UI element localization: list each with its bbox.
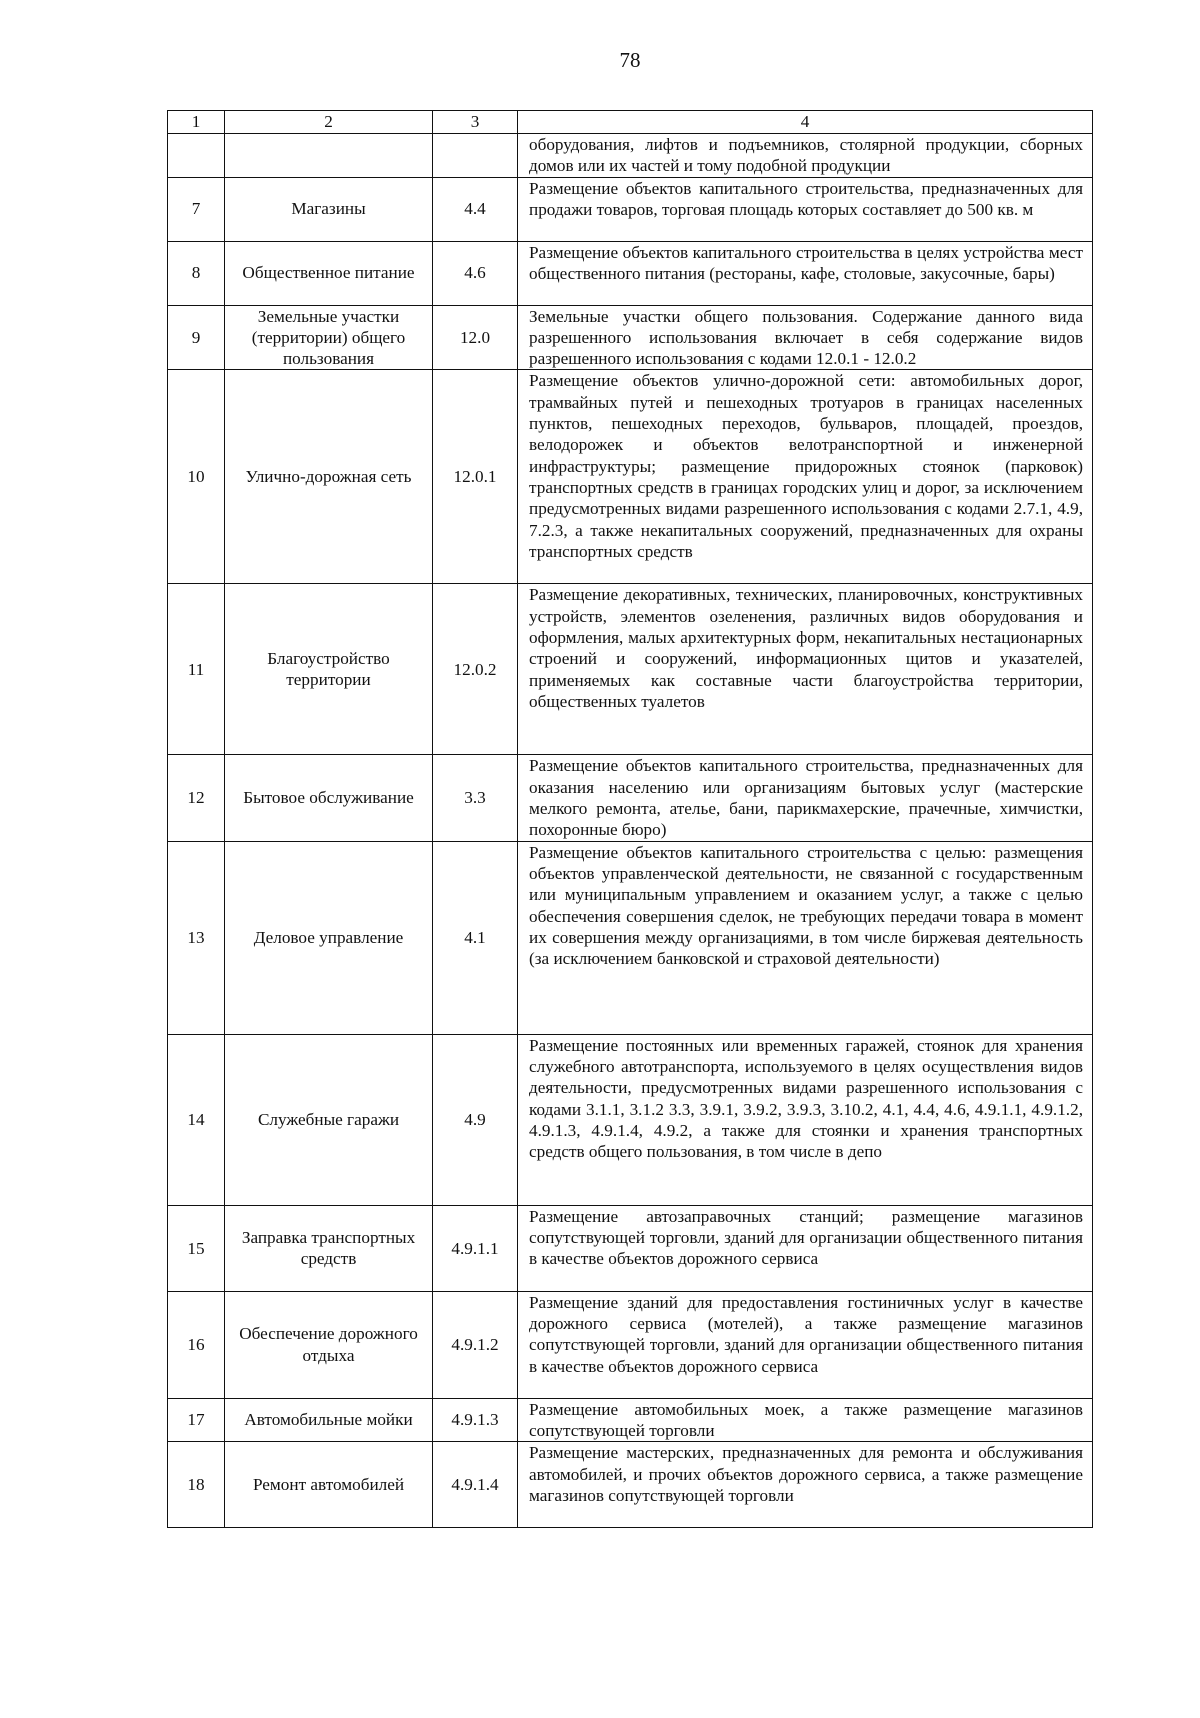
row-code: 4.9: [433, 1034, 518, 1205]
continuation-row: [168, 134, 1093, 178]
table-row: [168, 584, 1093, 755]
header-row: [168, 111, 1093, 134]
row-name: Земельные участки (территории) общего пользования: [225, 305, 433, 370]
row-name: Заправка транспортных средств: [225, 1205, 433, 1291]
row-number: 11: [168, 584, 225, 755]
row-name: Магазины: [225, 177, 433, 241]
table-row: [168, 370, 1093, 584]
row-code: 12.0: [433, 305, 518, 370]
table-row: [168, 841, 1093, 1034]
row-name: Обеспечение дорожного отдыха: [225, 1291, 433, 1398]
row-name: Ремонт автомобилей: [225, 1442, 433, 1528]
header-col-2: 2: [225, 111, 433, 134]
row-code: 4.1: [433, 841, 518, 1034]
row-code: 3.3: [433, 755, 518, 841]
row-code: 4.9.1.1: [433, 1205, 518, 1291]
table-row: [168, 1442, 1093, 1528]
row-number: 10: [168, 370, 225, 584]
row-name: [225, 134, 433, 178]
row-number: 15: [168, 1205, 225, 1291]
row-code: [433, 134, 518, 178]
row-name: Автомобильные мойки: [225, 1398, 433, 1442]
row-description: Размещение объектов улично-дорожной сети: автомобильных дорог, трамвайных путей и пешеходных тротуаров в границах населенных пунктов, пешеходных переходов, бульваров, площадей, проездов, велодорожек и объектов велотранспортной и инженерной инфраструктуры; размещение придорожных стоянок (парковок) транспортных средств в границах городских улиц и дорог, за исключением предусмотренных видами разрешенного использования с кодами 2.7.1, 4.9, 7.2.3, а также некапитальных сооружений, предназначенных для охраны транспортных средств: [518, 370, 1093, 584]
row-number: 12: [168, 755, 225, 841]
header-col-3: 3: [433, 111, 518, 134]
row-number: 18: [168, 1442, 225, 1528]
row-number: 13: [168, 841, 225, 1034]
header-col-1: 1: [168, 111, 225, 134]
row-description: Размещение зданий для предоставления гостиничных услуг в качестве дорожного сервиса (мотелей), а также размещение магазинов сопутствующей торговли, зданий для организации общественного питания в качестве объектов дорожного сервиса: [518, 1291, 1093, 1398]
table-row: [168, 1205, 1093, 1291]
table-row: [168, 177, 1093, 241]
row-name: Бытовое обслуживание: [225, 755, 433, 841]
row-name: Общественное питание: [225, 241, 433, 305]
land-use-table: [167, 110, 1093, 1528]
row-code: 4.4: [433, 177, 518, 241]
row-number: 7: [168, 177, 225, 241]
table-row: [168, 241, 1093, 305]
row-description: Размещение мастерских, предназначенных для ремонта и обслуживания автомобилей, и прочих объектов дорожного сервиса, а также размещение магазинов сопутствующей торговли: [518, 1442, 1093, 1528]
row-code: 12.0.2: [433, 584, 518, 755]
row-number: 16: [168, 1291, 225, 1398]
row-description: Размещение объектов капитального строительства, предназначенных для оказания населению или организациям бытовых услуг (мастерские мелкого ремонта, ателье, бани, парикмахерские, прачечные, химчистки, похоронные бюро): [518, 755, 1093, 841]
table-row: [168, 755, 1093, 841]
header-col-4: 4: [518, 111, 1093, 134]
row-number: 8: [168, 241, 225, 305]
row-description: Земельные участки общего пользования. Содержание данного вида разрешенного использования включает в себя содержание видов разрешенного использования с кодами 12.0.1 - 12.0.2: [518, 305, 1093, 370]
row-code: 4.9.1.3: [433, 1398, 518, 1442]
row-number: 17: [168, 1398, 225, 1442]
row-description: Размещение объектов капитального строительства с целью: размещения объектов управленческой деятельности, не связанной с государственным или муниципальным управлением и оказанием услуг, а также с целью обеспечения совершения сделок, не требующих передачи товара в момент их совершения между организациями, в том числе биржевая деятельность (за исключением банковской и страховой деятельности): [518, 841, 1093, 1034]
page-number: 78: [619, 48, 641, 72]
table-row: [168, 1291, 1093, 1398]
row-code: 4.9.1.2: [433, 1291, 518, 1398]
row-code: 12.0.1: [433, 370, 518, 584]
row-name: Служебные гаражи: [225, 1034, 433, 1205]
table-row: [168, 1398, 1093, 1442]
row-name: Благоустройство территории: [225, 584, 433, 755]
row-name: Улично-дорожная сеть: [225, 370, 433, 584]
row-number: [168, 134, 225, 178]
table-row: [168, 305, 1093, 370]
row-description: Размещение постоянных или временных гаражей, стоянок для хранения служебного автотранспорта, используемого в целях осуществления видов деятельности, предусмотренных видами разрешенного использования с кодами 3.1.1, 3.1.2 3.3, 3.9.1, 3.9.2, 3.9.3, 3.10.2, 4.1, 4.4, 4.6, 4.9.1.1, 4.9.1.2, 4.9.1.3, 4.9.1.4, 4.9.2, а также для стоянки и хранения транспортных средств общего пользования, в том числе в депо: [518, 1034, 1093, 1205]
row-description: Размещение декоративных, технических, планировочных, конструктивных устройств, элементов озеленения, различных видов оборудования и оформления, малых архитектурных форм, некапитальных нестационарных строений и сооружений, информационных щитов и указателей, применяемых как составные части благоустройства территории, общественных туалетов: [518, 584, 1093, 755]
row-description: Размещение объектов капитального строительства в целях устройства мест общественного питания (рестораны, кафе, столовые, закусочные, бары): [518, 241, 1093, 305]
table-row: [168, 1034, 1093, 1205]
row-name: Деловое управление: [225, 841, 433, 1034]
row-description: Размещение автозаправочных станций; размещение магазинов сопутствующей торговли, зданий для организации общественного питания в качестве объектов дорожного сервиса: [518, 1205, 1093, 1291]
row-code: 4.9.1.4: [433, 1442, 518, 1528]
row-description: Размещение объектов капитального строительства, предназначенных для продажи товаров, торговая площадь которых составляет до 500 кв. м: [518, 177, 1093, 241]
row-code: 4.6: [433, 241, 518, 305]
row-number: 9: [168, 305, 225, 370]
row-number: 14: [168, 1034, 225, 1205]
row-description: Размещение автомобильных моек, а также размещение магазинов сопутствующей торговли: [518, 1398, 1093, 1442]
row-description: оборудования, лифтов и подъемников, столярной продукции, сборных домов или их частей и тому подобной продукции: [518, 134, 1093, 178]
